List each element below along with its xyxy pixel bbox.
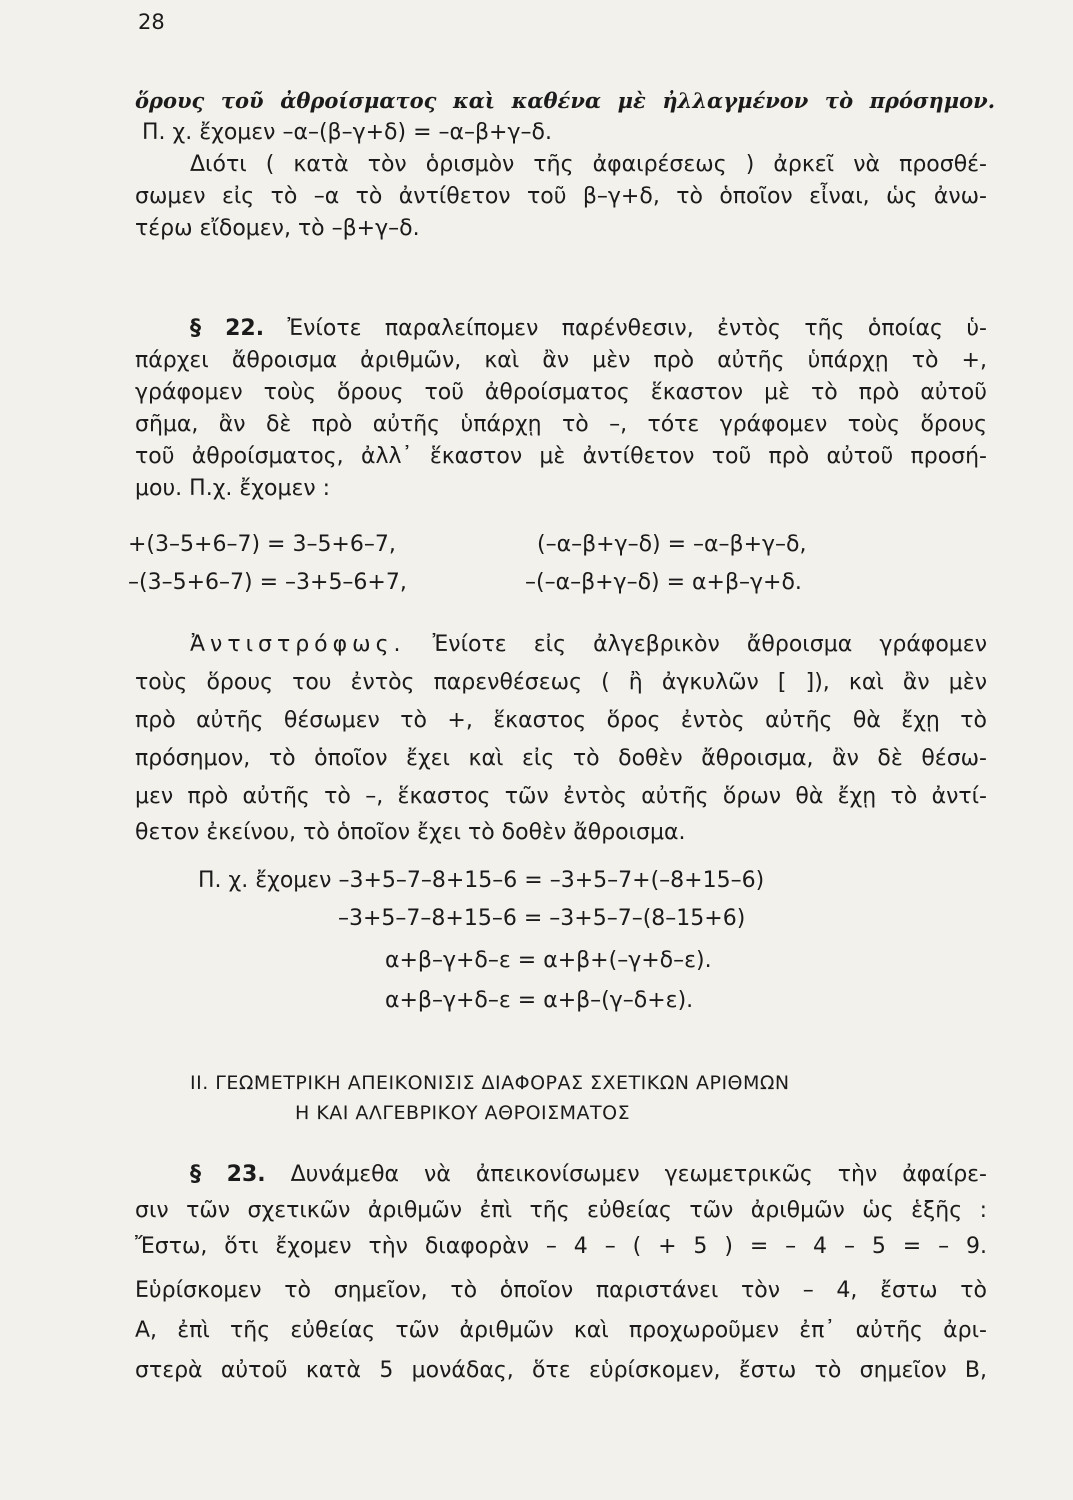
- equation: α+β–γ+δ–ε = α+β–(γ–δ+ε).: [385, 988, 694, 1013]
- text-line: Π. χ. ἔχομεν –α–(β–γ+δ) = –α–β+γ–δ.: [142, 120, 552, 145]
- equation: +(3–5+6–7) = 3–5+6–7,: [128, 532, 396, 557]
- section-number: § 23.: [190, 1162, 266, 1187]
- text-line: σωμεν εἰς τὸ –α τὸ ἀντίθετον τοῦ β–γ+δ, τὸ ὁποῖον εἶναι, ὡς ἀνω-: [135, 184, 987, 209]
- text-line: Ἔστω, ὅτι ἔχομεν τὴν διαφορὰν – 4 – ( + 5 ) = – 4 – 5 = – 9.: [135, 1234, 987, 1259]
- text-span: Δυνάμεθα νὰ ἀπεικονίσωμεν γεωμετρικῶς τὴν ἀφαίρε-: [265, 1162, 987, 1187]
- text-span: Ἐνίοτε παραλείπομεν παρένθεσιν, ἐντὸς τῆς ὁποίας ὑ-: [264, 316, 987, 341]
- text-line: σῆμα, ἂν δὲ πρὸ αὐτῆς ὑπάρχῃ τὸ –, τότε γράφομεν τοὺς ὅρους: [135, 412, 987, 437]
- equation: –3+5–7–8+15–6 = –3+5–7–(8–15+6): [338, 906, 746, 931]
- equation: Π. χ. ἔχομεν –3+5–7–8+15–6 = –3+5–7+(–8+15–6): [198, 868, 765, 893]
- emphasis-word: Ἀντιστρόφως.: [190, 632, 406, 657]
- text-line: Α, ἐπὶ τῆς εὐθείας τῶν ἀριθμῶν καὶ προχωροῦμεν ἐπ᾽ αὐτῆς ἀρι-: [135, 1318, 987, 1343]
- text-line: γράφομεν τοὺς ὅρους τοῦ ἀθροίσματος ἕκαστον μὲ τὸ πρὸ αὐτοῦ: [135, 380, 987, 405]
- page-number: 28: [138, 10, 165, 34]
- paragraph-23-start: [190, 1160, 987, 1190]
- text-line: πάρχει ἄθροισμα ἀριθμῶν, καὶ ἂν μὲν πρὸ αὐτῆς ὑπάρχῃ τὸ +,: [135, 348, 987, 373]
- equation: α+β–γ+δ–ε = α+β+(–γ+δ–ε).: [385, 948, 712, 973]
- text-line: Εὑρίσκομεν τὸ σημεῖον, τὸ ὁποῖον παριστάνει τὸν – 4, ἔστω τὸ: [135, 1278, 987, 1303]
- section-number: § 22.: [190, 316, 265, 341]
- text-line: πρόσημον, τὸ ὁποῖον ἔχει καὶ εἰς τὸ δοθὲν ἄθροισμα, ἂν δὲ θέσω-: [135, 746, 987, 771]
- text-line: πρὸ αὐτῆς θέσωμεν τὸ +, ἕκαστος ὅρος ἐντὸς αὐτῆς θὰ ἔχῃ τὸ: [135, 708, 987, 733]
- equation: –(3–5+6–7) = –3+5–6+7,: [128, 570, 407, 595]
- text-line: στερὰ αὐτοῦ κατὰ 5 μονάδας, ὅτε εὑρίσκομεν, ἔστω τὸ σημεῖον Β,: [135, 1358, 987, 1383]
- text-line: Διότι ( κατὰ τὸν ὁρισμὸν τῆς ἀφαιρέσεως ) ἀρκεῖ νὰ προσθέ-: [190, 152, 987, 177]
- text-span: Ἐνίοτε εἰς ἀλγεβρικὸν ἄθροισμα γράφομεν: [405, 632, 987, 657]
- paragraph-converse-start: [190, 630, 987, 660]
- text-line: μεν πρὸ αὐτῆς τὸ –, ἕκαστος τῶν ἐντὸς αὐτῆς ὅρων θὰ ἔχῃ τὸ ἀντί-: [135, 784, 987, 809]
- text-line: μου. Π.χ. ἔχομεν :: [135, 476, 331, 501]
- paragraph-22-start: [190, 314, 987, 344]
- equation: –(–α–β+γ–δ) = α+β–γ+δ.: [525, 570, 802, 595]
- text-line: θετον ἐκείνου, τὸ ὁποῖον ἔχει τὸ δοθὲν ἄθροισμα.: [135, 820, 686, 845]
- text-line: ὅρους τοῦ ἀθροίσματος καὶ καθένα μὲ ἠλλαγμένον τὸ πρόσημον.: [135, 88, 995, 113]
- text-line: τέρω εἴδομεν, τὸ –β+γ–δ.: [135, 216, 420, 241]
- text-line: τοῦ ἀθροίσματος, ἀλλ᾽ ἕκαστον μὲ ἀντίθετον τοῦ πρὸ αὐτοῦ προσή-: [135, 444, 987, 469]
- section-heading: II. ΓΕΩΜΕΤΡΙΚΗ ΑΠΕΙΚΟΝΙΣΙΣ ΔΙΑΦΟΡΑΣ ΣΧΕΤΙΚΩΝ ΑΡΙΘΜΩΝ: [190, 1072, 790, 1094]
- text-line: τοὺς ὅρους του ἐντὸς παρενθέσεως ( ἢ ἀγκυλῶν [ ]), καὶ ἂν μὲν: [135, 670, 987, 695]
- text-line: σιν τῶν σχετικῶν ἀριθμῶν ἐπὶ τῆς εὐθείας τῶν ἀριθμῶν ὡς ἑξῆς :: [135, 1198, 987, 1223]
- section-heading: Η ΚΑΙ ΑΛΓΕΒΡΙΚΟΥ ΑΘΡΟΙΣΜΑΤΟΣ: [295, 1102, 631, 1124]
- equation: (–α–β+γ–δ) = –α–β+γ–δ,: [537, 532, 807, 557]
